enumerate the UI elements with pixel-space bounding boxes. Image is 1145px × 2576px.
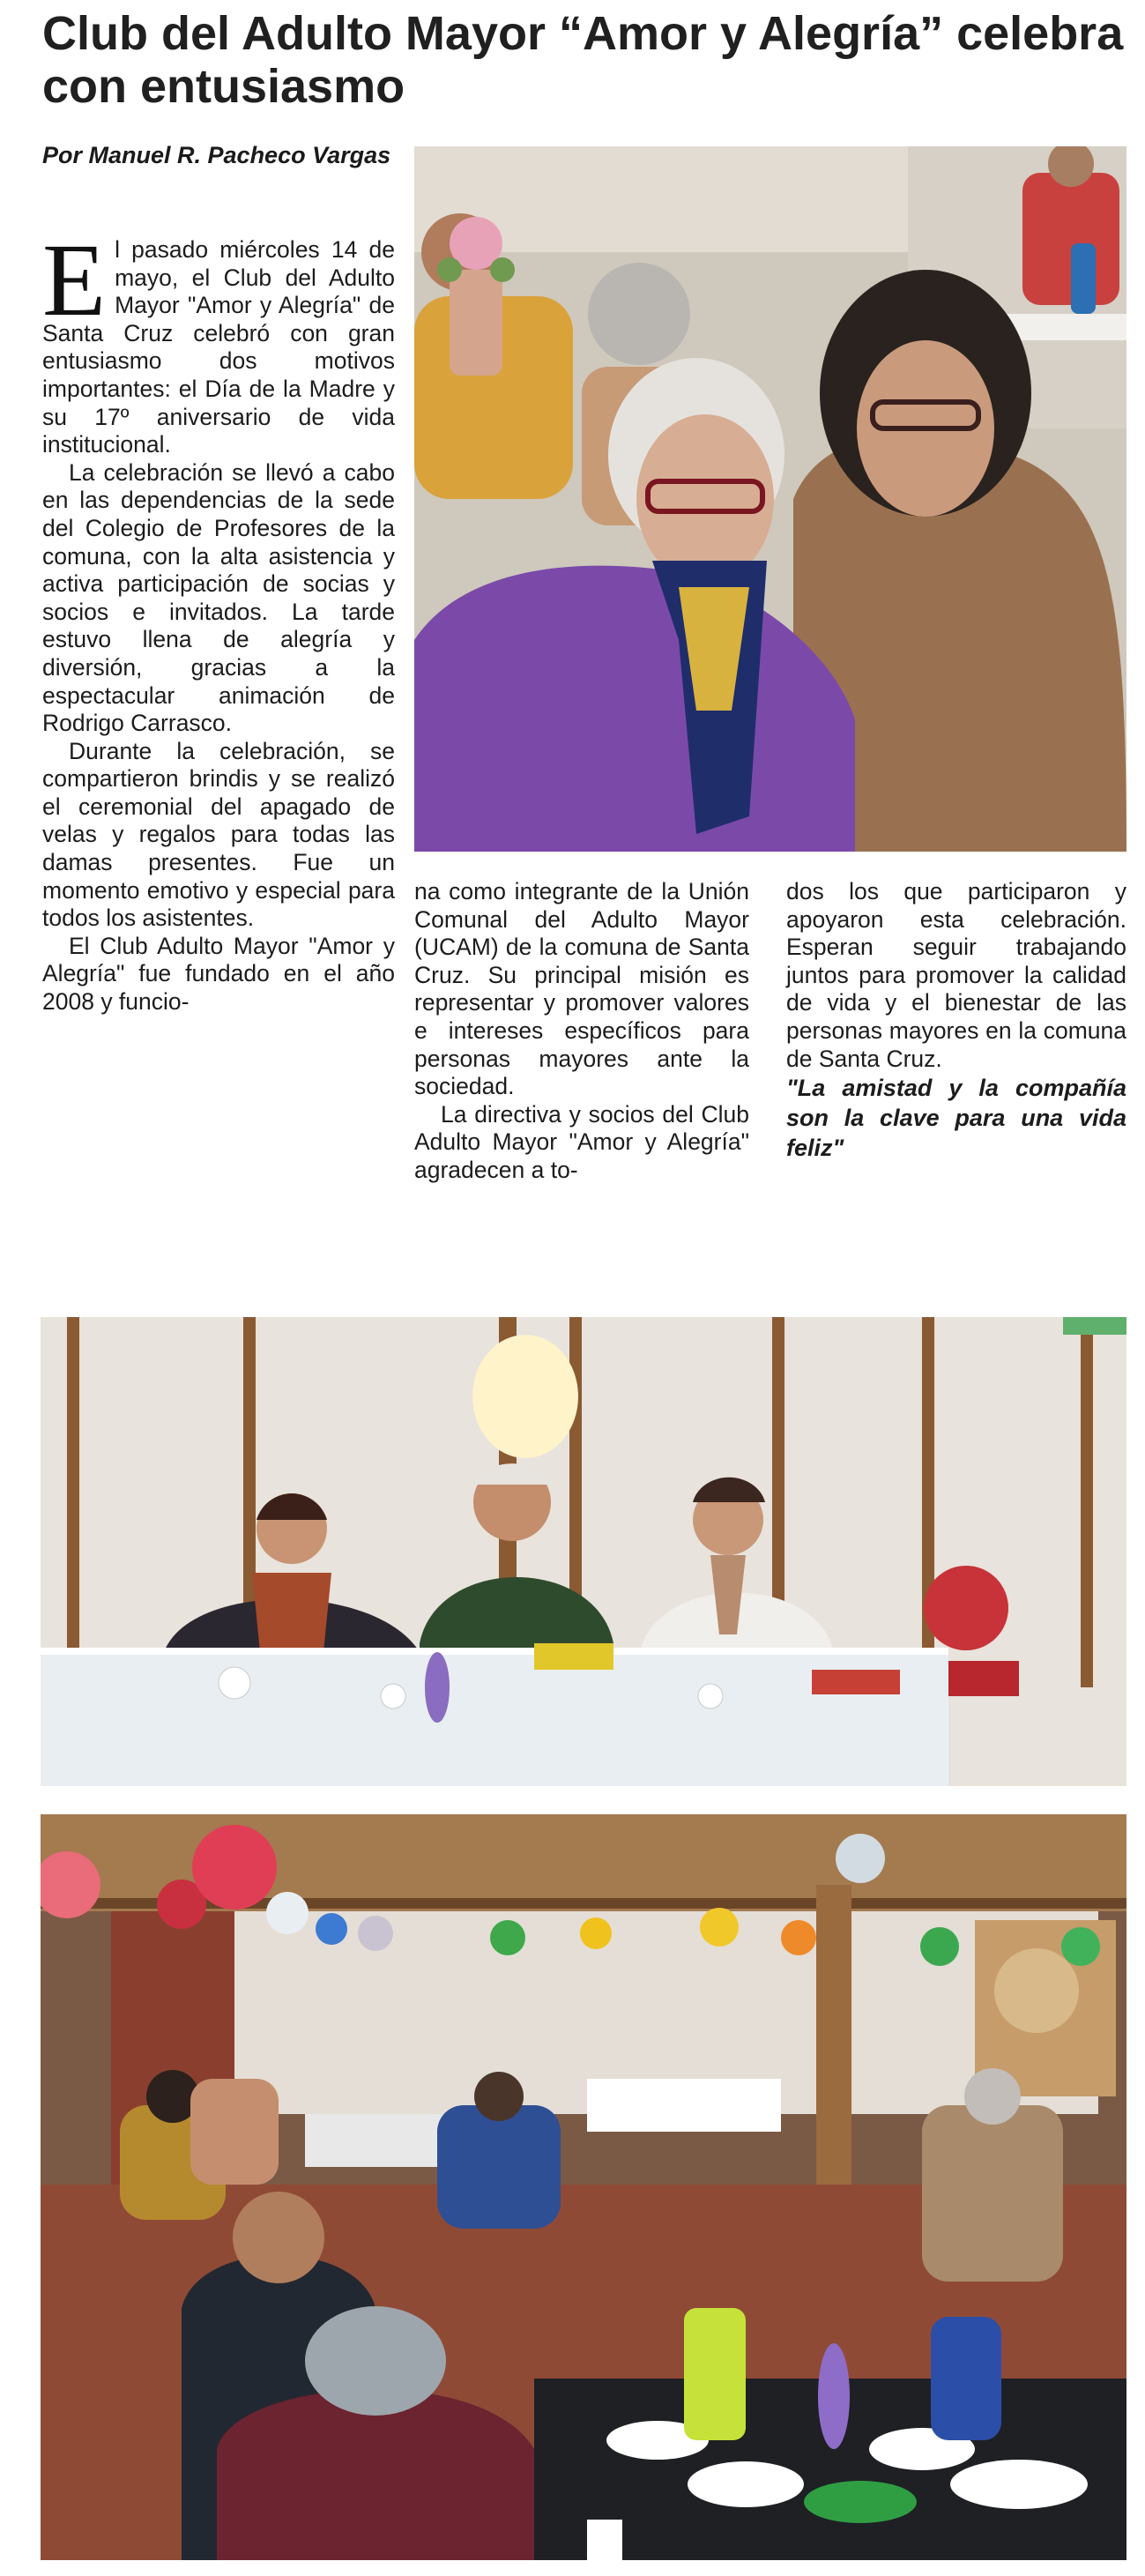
article-byline: Por Manuel R. Pacheco Vargas (42, 142, 391, 168)
drop-cap: E (42, 222, 107, 338)
article-headline: Club del Adulto Mayor “Amor y Alegría” celebra con entusiasmo (42, 7, 1124, 113)
paragraph-4: El Club Adulto Mayor "Amor y Alegría" fue fundado en el año 2008 y funcio- (42, 932, 395, 1016)
article-column-1 (42, 222, 395, 1016)
paragraph-1-text: l pasado miércoles 14 de mayo, el Club del Adulto Mayor "Amor y Alegría" de Santa Cruz celebró con gran entusiasmo dos motivos importantes: el Día de la Madre y su 17º aniversario de vida institucional. (42, 236, 395, 458)
paragraph-6: La directiva y socios del Club Adulto Mayor "Amor y Alegría" agradecen a to- (414, 1100, 749, 1183)
photo-two-women-hugging-image (414, 146, 1126, 852)
photo-celebration-hall (41, 1814, 1126, 2560)
paragraph-5: na como integrante de la Unión Comunal del Adulto Mayor (UCAM) de la comuna de Santa Cruz. Su principal misión es representar y promover valores e intereses específicos para personas mayores ante la sociedad. (414, 878, 749, 1100)
photo-two-women-hugging (414, 146, 1126, 852)
photo-head-table-image (41, 1317, 1126, 1786)
paragraph-3: Durante la celebración, se compartieron brindis y se realizó el ceremonial del apagado de velas y regalos para todas las damas presentes. Fue un momento emotivo y especial para todos los asistentes. (42, 737, 395, 932)
photo-head-table (41, 1317, 1126, 1786)
paragraph-7: dos los que participaron y apoyaron esta celebración. Esperan seguir trabajando juntos para promover la calidad de vida y el bienestar de las personas mayores en la comuna de Santa Cruz. (786, 878, 1126, 1072)
photo-celebration-hall-image (41, 1814, 1126, 2560)
article-column-3 (786, 878, 1126, 1163)
paragraph-2: La celebración se llevó a cabo en las dependencias de la sede del Colegio de Profesores de la comuna, con la alta asistencia y activa participación de socias y socios e invitados. La tarde estuvo llena de alegría y diversión, gracias a la espectacular animación de Rodrigo Carrasco. (42, 458, 395, 737)
article-column-2 (414, 878, 749, 1185)
pull-quote: "La amistad y la compañía son la clave para una vida feliz" (786, 1075, 1126, 1162)
